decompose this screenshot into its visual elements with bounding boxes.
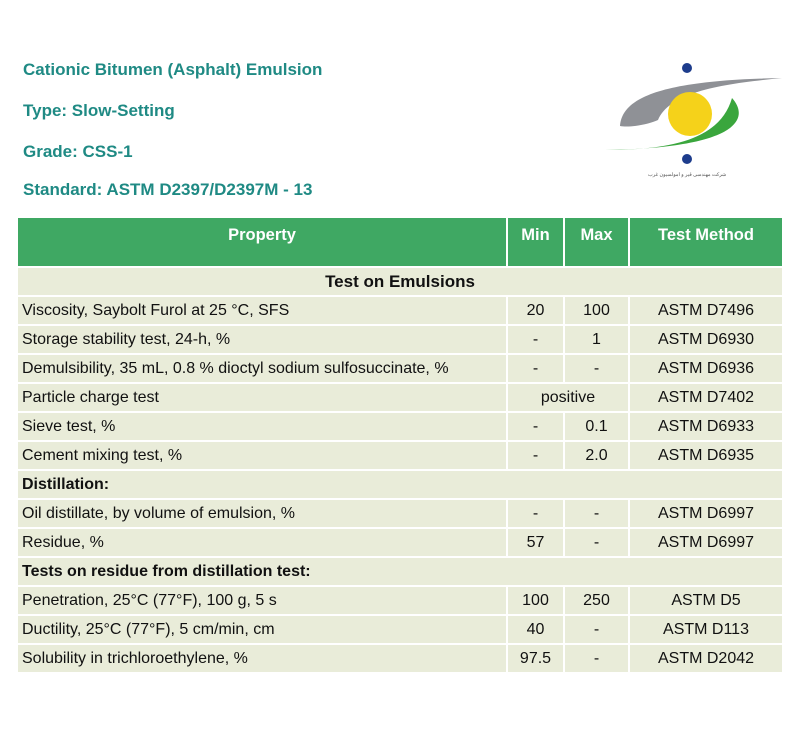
cell-max: 0.1 xyxy=(564,412,629,441)
cell-property: Particle charge test xyxy=(17,383,507,412)
section-emulsions: Test on Emulsions xyxy=(17,267,783,296)
cell-method: ASTM D6936 xyxy=(629,354,783,383)
cell-max: - xyxy=(564,615,629,644)
table-row xyxy=(17,412,783,441)
cell-method: ASTM D113 xyxy=(629,615,783,644)
cell-min: - xyxy=(507,354,564,383)
cell-property: Storage stability test, 24-h, % xyxy=(17,325,507,354)
grade-line: Grade: CSS-1 xyxy=(23,142,133,161)
table-row xyxy=(17,644,783,673)
type-line: Type: Slow-Setting xyxy=(23,101,175,120)
standard-line: Standard: ASTM D2397/D2397M - 13 xyxy=(23,180,313,199)
cell-max: 100 xyxy=(564,296,629,325)
section-row xyxy=(17,470,783,499)
spec-table xyxy=(16,216,784,674)
cell-min: 57 xyxy=(507,528,564,557)
section-distillation: Distillation: xyxy=(17,470,783,499)
cell-property: Sieve test, % xyxy=(17,412,507,441)
cell-method: ASTM D6935 xyxy=(629,441,783,470)
cell-min: 40 xyxy=(507,615,564,644)
table-row xyxy=(17,354,783,383)
table-row xyxy=(17,441,783,470)
header-test-method: Test Method xyxy=(629,217,783,267)
cell-property: Oil distillate, by volume of emulsion, % xyxy=(17,499,507,528)
cell-max: 1 xyxy=(564,325,629,354)
table-row xyxy=(17,499,783,528)
section-row xyxy=(17,267,783,296)
table-row xyxy=(17,325,783,354)
cell-min: 20 xyxy=(507,296,564,325)
cell-method: ASTM D6997 xyxy=(629,499,783,528)
cell-method: ASTM D5 xyxy=(629,586,783,615)
cell-property: Solubility in trichloroethylene, % xyxy=(17,644,507,673)
cell-method: ASTM D7496 xyxy=(629,296,783,325)
cell-property: Residue, % xyxy=(17,528,507,557)
table-row xyxy=(17,383,783,412)
section-residue: Tests on residue from distillation test: xyxy=(17,557,783,586)
cell-min: 100 xyxy=(507,586,564,615)
cell-property: Viscosity, Saybolt Furol at 25 °C, SFS xyxy=(17,296,507,325)
cell-max: - xyxy=(564,644,629,673)
header-max: Max xyxy=(564,217,629,267)
cell-method: ASTM D6997 xyxy=(629,528,783,557)
cell-method: ASTM D6933 xyxy=(629,412,783,441)
cell-property: Ductility, 25°C (77°F), 5 cm/min, cm xyxy=(17,615,507,644)
cell-property: Demulsibility, 35 mL, 0.8 % dioctyl sodium sulfosuccinate, % xyxy=(17,354,507,383)
cell-min-max-merged: positive xyxy=(507,383,629,412)
document-title: Cationic Bitumen (Asphalt) Emulsion xyxy=(23,60,323,79)
cell-max: 250 xyxy=(564,586,629,615)
cell-min: - xyxy=(507,499,564,528)
cell-property: Cement mixing test, % xyxy=(17,441,507,470)
cell-max: 2.0 xyxy=(564,441,629,470)
table-row xyxy=(17,586,783,615)
table-header-row xyxy=(17,217,783,267)
cell-method: ASTM D7402 xyxy=(629,383,783,412)
header-min: Min xyxy=(507,217,564,267)
table-row xyxy=(17,296,783,325)
header-property: Property xyxy=(17,217,507,267)
company-logo-icon xyxy=(600,58,790,188)
cell-min: - xyxy=(507,412,564,441)
cell-min: - xyxy=(507,325,564,354)
cell-max: - xyxy=(564,354,629,383)
cell-min: 97.5 xyxy=(507,644,564,673)
cell-method: ASTM D6930 xyxy=(629,325,783,354)
cell-min: - xyxy=(507,441,564,470)
cell-max: - xyxy=(564,528,629,557)
logo-caption: شرکت مهندسی قیر و امولسیون غرب xyxy=(648,172,727,178)
cell-property: Penetration, 25°C (77°F), 100 g, 5 s xyxy=(17,586,507,615)
section-row xyxy=(17,557,783,586)
table-row xyxy=(17,615,783,644)
table-row xyxy=(17,528,783,557)
cell-method: ASTM D2042 xyxy=(629,644,783,673)
cell-max: - xyxy=(564,499,629,528)
